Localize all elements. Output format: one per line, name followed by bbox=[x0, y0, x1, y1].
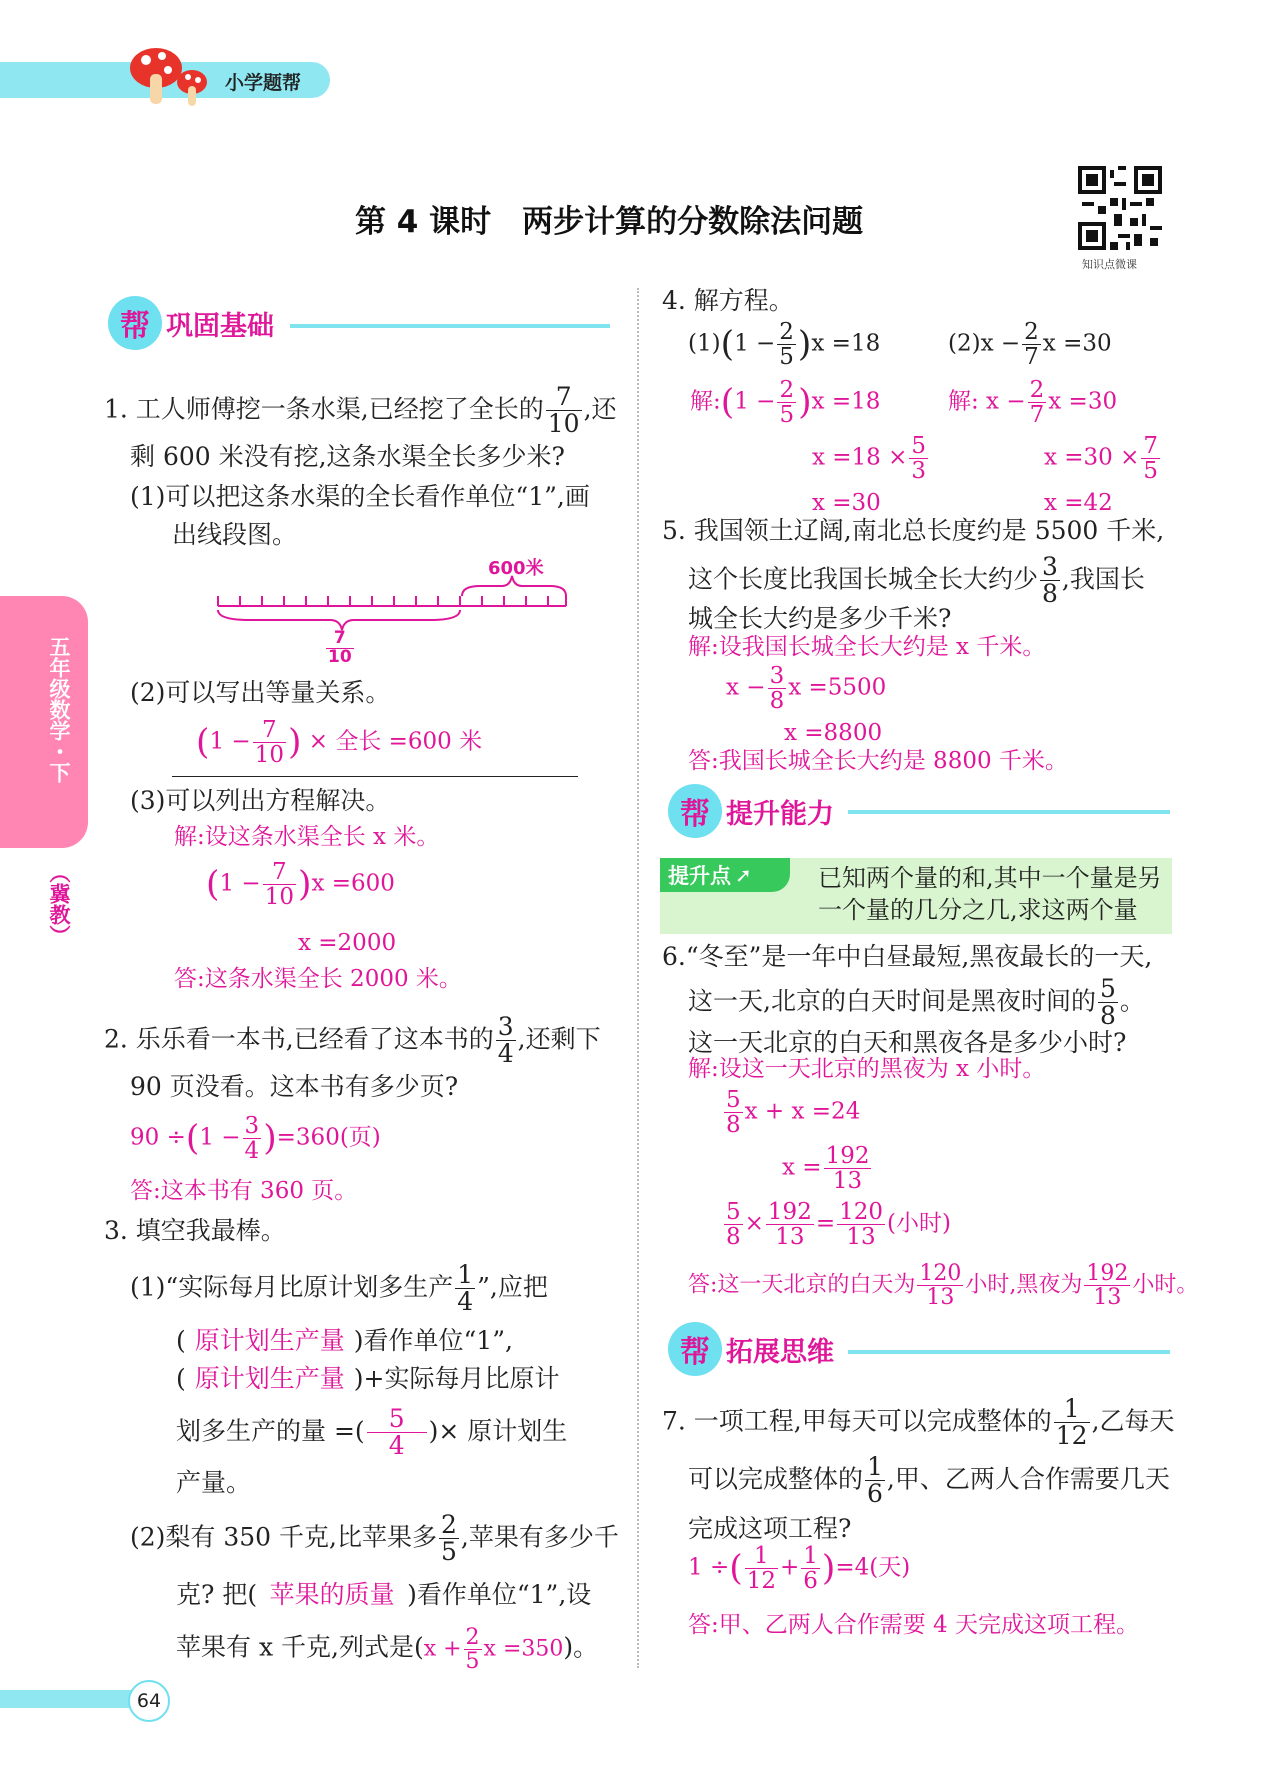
q5-answer4: 答:我国长城全长大约是 8800 千米。 bbox=[688, 748, 1068, 774]
fraction: $\frac{7}{10}$ bbox=[254, 717, 284, 769]
tip-text-line2: 一个量的几分之几,求这两个量 bbox=[818, 896, 1138, 924]
tip-text-line1: 已知两个量的和,其中一个量是另 bbox=[818, 864, 1162, 892]
side-tab-edition: （冀教） bbox=[47, 862, 71, 946]
section-extend bbox=[668, 1322, 834, 1376]
q7-answer2: 答:甲、乙两人合作需要 4 天完成这项工程。 bbox=[688, 1612, 1140, 1638]
brand-name: 小学题帮 bbox=[225, 72, 302, 94]
fraction: $\frac{120}{13}$ bbox=[919, 1261, 962, 1311]
q1-sub1-line2: 出线段图。 bbox=[172, 520, 298, 549]
fraction: $\frac{2}{7}$ bbox=[1024, 319, 1039, 371]
q1-sub3-answer3: x =2000 bbox=[298, 930, 397, 956]
mushroom-logo bbox=[128, 44, 218, 110]
section-advance-title: 提升能力 bbox=[726, 798, 834, 830]
answer-underline bbox=[172, 776, 578, 777]
fraction: $\frac{120}{13}$ bbox=[839, 1199, 884, 1251]
q6-line3: 这一天北京的白天和黑夜各是多少小时? bbox=[688, 1028, 1127, 1057]
q4-answer1-line1: 解:(1 − $\frac{2}{5}$ )x =18 bbox=[690, 377, 881, 429]
section-badge: 帮 bbox=[108, 296, 162, 350]
fraction: $\frac{2}{5}$ bbox=[440, 1510, 457, 1567]
q5-line1: 5. 我国领土辽阔,南北总长度约是 5500 千米, bbox=[662, 516, 1165, 545]
section-advance bbox=[668, 784, 834, 838]
fraction: $\frac{7}{10}$ bbox=[547, 382, 580, 439]
blank-answer[interactable]: 原计划生产量 bbox=[194, 1326, 345, 1355]
q3-title: 3. 填空我最棒。 bbox=[104, 1216, 286, 1245]
q5-answer3: x =8800 bbox=[784, 720, 883, 746]
q3-sub2-line2: 克? 把( 苹果的质量 )看作单位“1”,设 bbox=[176, 1578, 591, 1612]
q4-answer1-line2: x =18 × $\frac{5}{3}$ bbox=[812, 433, 927, 485]
q5-line3: 城全长大约是多少千米? bbox=[688, 604, 952, 633]
q5-line2: 这个长度比我国长城全长大约少 $\frac{3}{8}$ ,我国长 bbox=[688, 552, 1145, 609]
fraction: $\frac{1}{6}$ bbox=[803, 1543, 818, 1595]
fraction: $\frac{1}{12}$ bbox=[746, 1543, 776, 1595]
fraction: $\frac{3}{4}$ bbox=[244, 1113, 260, 1165]
fraction: $\frac{1}{6}$ bbox=[867, 1452, 883, 1509]
blank-answer[interactable]: 苹果的质量 bbox=[269, 1580, 395, 1609]
fraction: $\frac{2}{5}$ bbox=[779, 377, 795, 429]
q6-answer3: x = $\frac{192}{13}$ bbox=[782, 1143, 870, 1195]
q1-sub3-answer4: 答:这条水渠全长 2000 米。 bbox=[174, 966, 462, 992]
fraction: $\frac{3}{8}$ bbox=[769, 663, 785, 715]
q1-sub1-line1: (1)可以把这条水渠的全长看作单位“1”,画 bbox=[130, 482, 590, 511]
q4-problem1: (1)(1 − $\frac{2}{5}$ )x =18 bbox=[688, 319, 881, 371]
q6-line2: 这一天,北京的白天时间是黑夜时间的 $\frac{5}{8}$ 。 bbox=[688, 974, 1145, 1031]
blank-answer[interactable]: 原计划生产量 bbox=[194, 1364, 345, 1393]
q2-line1: 2. 乐乐看一本书,已经看了这本书的 $\frac{3}{4}$ ,还剩下 bbox=[104, 1012, 601, 1069]
q6-line1: 6.“冬至”是一年中白昼最短,黑夜最长的一天, bbox=[662, 942, 1153, 971]
q1-sub3: (3)可以列出方程解决。 bbox=[130, 786, 391, 815]
fraction: $\frac{5}{8}$ bbox=[726, 1087, 741, 1139]
q7-line1: 7. 一项工程,甲每天可以完成整体的 $\frac{1}{12}$ ,乙每天 bbox=[662, 1394, 1175, 1451]
fraction: $\frac{1}{12}$ bbox=[1055, 1394, 1088, 1451]
q1-sub2: (2)可以写出等量关系。 bbox=[130, 678, 391, 707]
q6-answer5: 答:这一天北京的白天为 $\frac{120}{13}$ 小时,黑夜为 $\frac{192}{13}$ 小时。 bbox=[688, 1261, 1199, 1311]
lesson-title: 第 4 课时 两步计算的分数除法问题 bbox=[355, 204, 864, 240]
q1-sub2-answer: (1 − $\frac{7}{10}$ ) × 全长 =600 米 bbox=[196, 717, 483, 769]
q6-answer2: $\frac{5}{8}$ x + x =24 bbox=[726, 1087, 861, 1139]
q3-sub1-line5: 产量。 bbox=[176, 1468, 252, 1497]
fraction: $\frac{2}{5}$ bbox=[779, 319, 794, 371]
q5-answer1: 解:设我国长城全长大约是 x 千米。 bbox=[688, 634, 1046, 660]
q1-sub3-answer1: 解:设这条水渠全长 x 米。 bbox=[174, 824, 440, 850]
q4-answer2-line1: 解: x − $\frac{2}{7}$ x =30 bbox=[948, 377, 1118, 429]
fraction: $\frac{3}{8}$ bbox=[1042, 552, 1058, 609]
section-basic-line bbox=[290, 324, 610, 328]
q3-sub1-line3: ( 原计划生产量 )+实际每月比原计 bbox=[176, 1362, 559, 1396]
q4-answer1-line3: x =30 bbox=[812, 490, 881, 516]
diagram-label-600: 600米 bbox=[488, 558, 544, 579]
fraction: $\frac{2}{7}$ bbox=[1029, 377, 1045, 429]
section-badge: 帮 bbox=[668, 1322, 722, 1376]
section-badge: 帮 bbox=[668, 784, 722, 838]
q1-sub3-answer2: (1 − $\frac{7}{10}$ )x =600 bbox=[206, 859, 395, 911]
q3-sub2-line3: 苹果有 x 千克,列式是(x + $\frac{2}{5}$ x =350)。 bbox=[176, 1625, 599, 1675]
q4-problem2: (2)x − $\frac{2}{7}$ x =30 bbox=[948, 319, 1112, 371]
arrow-icon: ➚ bbox=[735, 863, 752, 887]
side-tab-grade: 五年级数学・下 bbox=[47, 636, 71, 783]
page-number: 64 bbox=[128, 1680, 170, 1722]
q2-answer1: 90 ÷(1 − $\frac{3}{4}$ )=360(页) bbox=[130, 1113, 381, 1165]
blank-answer[interactable]: x + $\frac{2}{5}$ x =350 bbox=[423, 1625, 564, 1675]
q3-sub1-line1: (1)“实际每月比原计划多生产 $\frac{1}{4}$ ”,应把 bbox=[130, 1260, 548, 1317]
fraction: $\frac{3}{4}$ bbox=[497, 1012, 514, 1069]
q7-answer1: 1 ÷( $\frac{1}{12}$ + $\frac{1}{6}$ )=4(天) bbox=[688, 1543, 911, 1595]
q6-answer4: $\frac{5}{8}$ × $\frac{192}{13}$ = $\frac{120}{13}$ (小时) bbox=[726, 1199, 951, 1251]
fraction: $\frac{5}{8}$ bbox=[1099, 974, 1116, 1031]
fraction: $\frac{7}{10}$ bbox=[264, 859, 294, 911]
section-extend-line bbox=[848, 1350, 1170, 1354]
q2-answer2: 答:这本书有 360 页。 bbox=[130, 1178, 358, 1204]
q7-line3: 完成这项工程? bbox=[688, 1514, 852, 1543]
fraction: $\frac{1}{4}$ bbox=[457, 1260, 474, 1317]
q3-sub1-line2: ( 原计划生产量 )看作单位“1”, bbox=[176, 1324, 513, 1358]
q2-line2: 90 页没看。这本书有多少页? bbox=[130, 1072, 459, 1101]
qr-caption: 知识点微课 bbox=[1082, 258, 1137, 271]
fraction: $\frac{2}{5}$ bbox=[465, 1625, 480, 1675]
q3-sub2-line1: (2)梨有 350 千克,比苹果多 $\frac{2}{5}$ ,苹果有多少千 bbox=[130, 1510, 619, 1567]
fraction[interactable]: $\frac{5}{4}$ bbox=[367, 1406, 427, 1460]
q1-line2: 剩 600 米没有挖,这条水渠全长多少米? bbox=[130, 442, 565, 471]
section-basic bbox=[108, 296, 274, 350]
fraction: $\frac{192}{13}$ bbox=[825, 1143, 870, 1195]
q4-answer2-line2: x =30 × $\frac{7}{5}$ bbox=[1044, 433, 1159, 485]
fraction: $\frac{192}{13}$ bbox=[1086, 1261, 1129, 1311]
fraction: $\frac{5}{3}$ bbox=[911, 433, 927, 485]
section-basic-title: 巩固基础 bbox=[166, 310, 274, 342]
q7-line2: 可以完成整体的 $\frac{1}{6}$ ,甲、乙两人合作需要几天 bbox=[688, 1452, 1170, 1509]
q4-answer2-line3: x =42 bbox=[1044, 490, 1113, 516]
diagram-label-7-10 bbox=[324, 630, 356, 667]
fraction: $\frac{5}{8}$ bbox=[726, 1199, 741, 1251]
qr-code[interactable] bbox=[1078, 166, 1162, 250]
section-extend-title: 拓展思维 bbox=[726, 1336, 834, 1368]
fraction: $\frac{192}{13}$ bbox=[767, 1199, 812, 1251]
q5-answer2: x − $\frac{3}{8}$ x =5500 bbox=[726, 663, 887, 715]
q3-sub1-line4: 划多生产的量 =( $\frac{5}{4}$ )× 原计划生 bbox=[176, 1404, 568, 1461]
q1-line1: 1. 工人师傅挖一条水渠,已经挖了全长的 $\frac{7}{10}$ ,还 bbox=[104, 382, 617, 439]
tip-label: 提升点 ➚ bbox=[660, 858, 790, 892]
q6-answer1: 解:设这一天北京的黑夜为 x 小时。 bbox=[688, 1056, 1046, 1082]
q4-title: 4. 解方程。 bbox=[662, 286, 794, 315]
column-divider bbox=[637, 288, 639, 1668]
fraction: $\frac{7}{10}$ bbox=[328, 628, 352, 667]
section-advance-line bbox=[848, 810, 1170, 814]
fraction: $\frac{7}{5}$ bbox=[1143, 433, 1159, 485]
